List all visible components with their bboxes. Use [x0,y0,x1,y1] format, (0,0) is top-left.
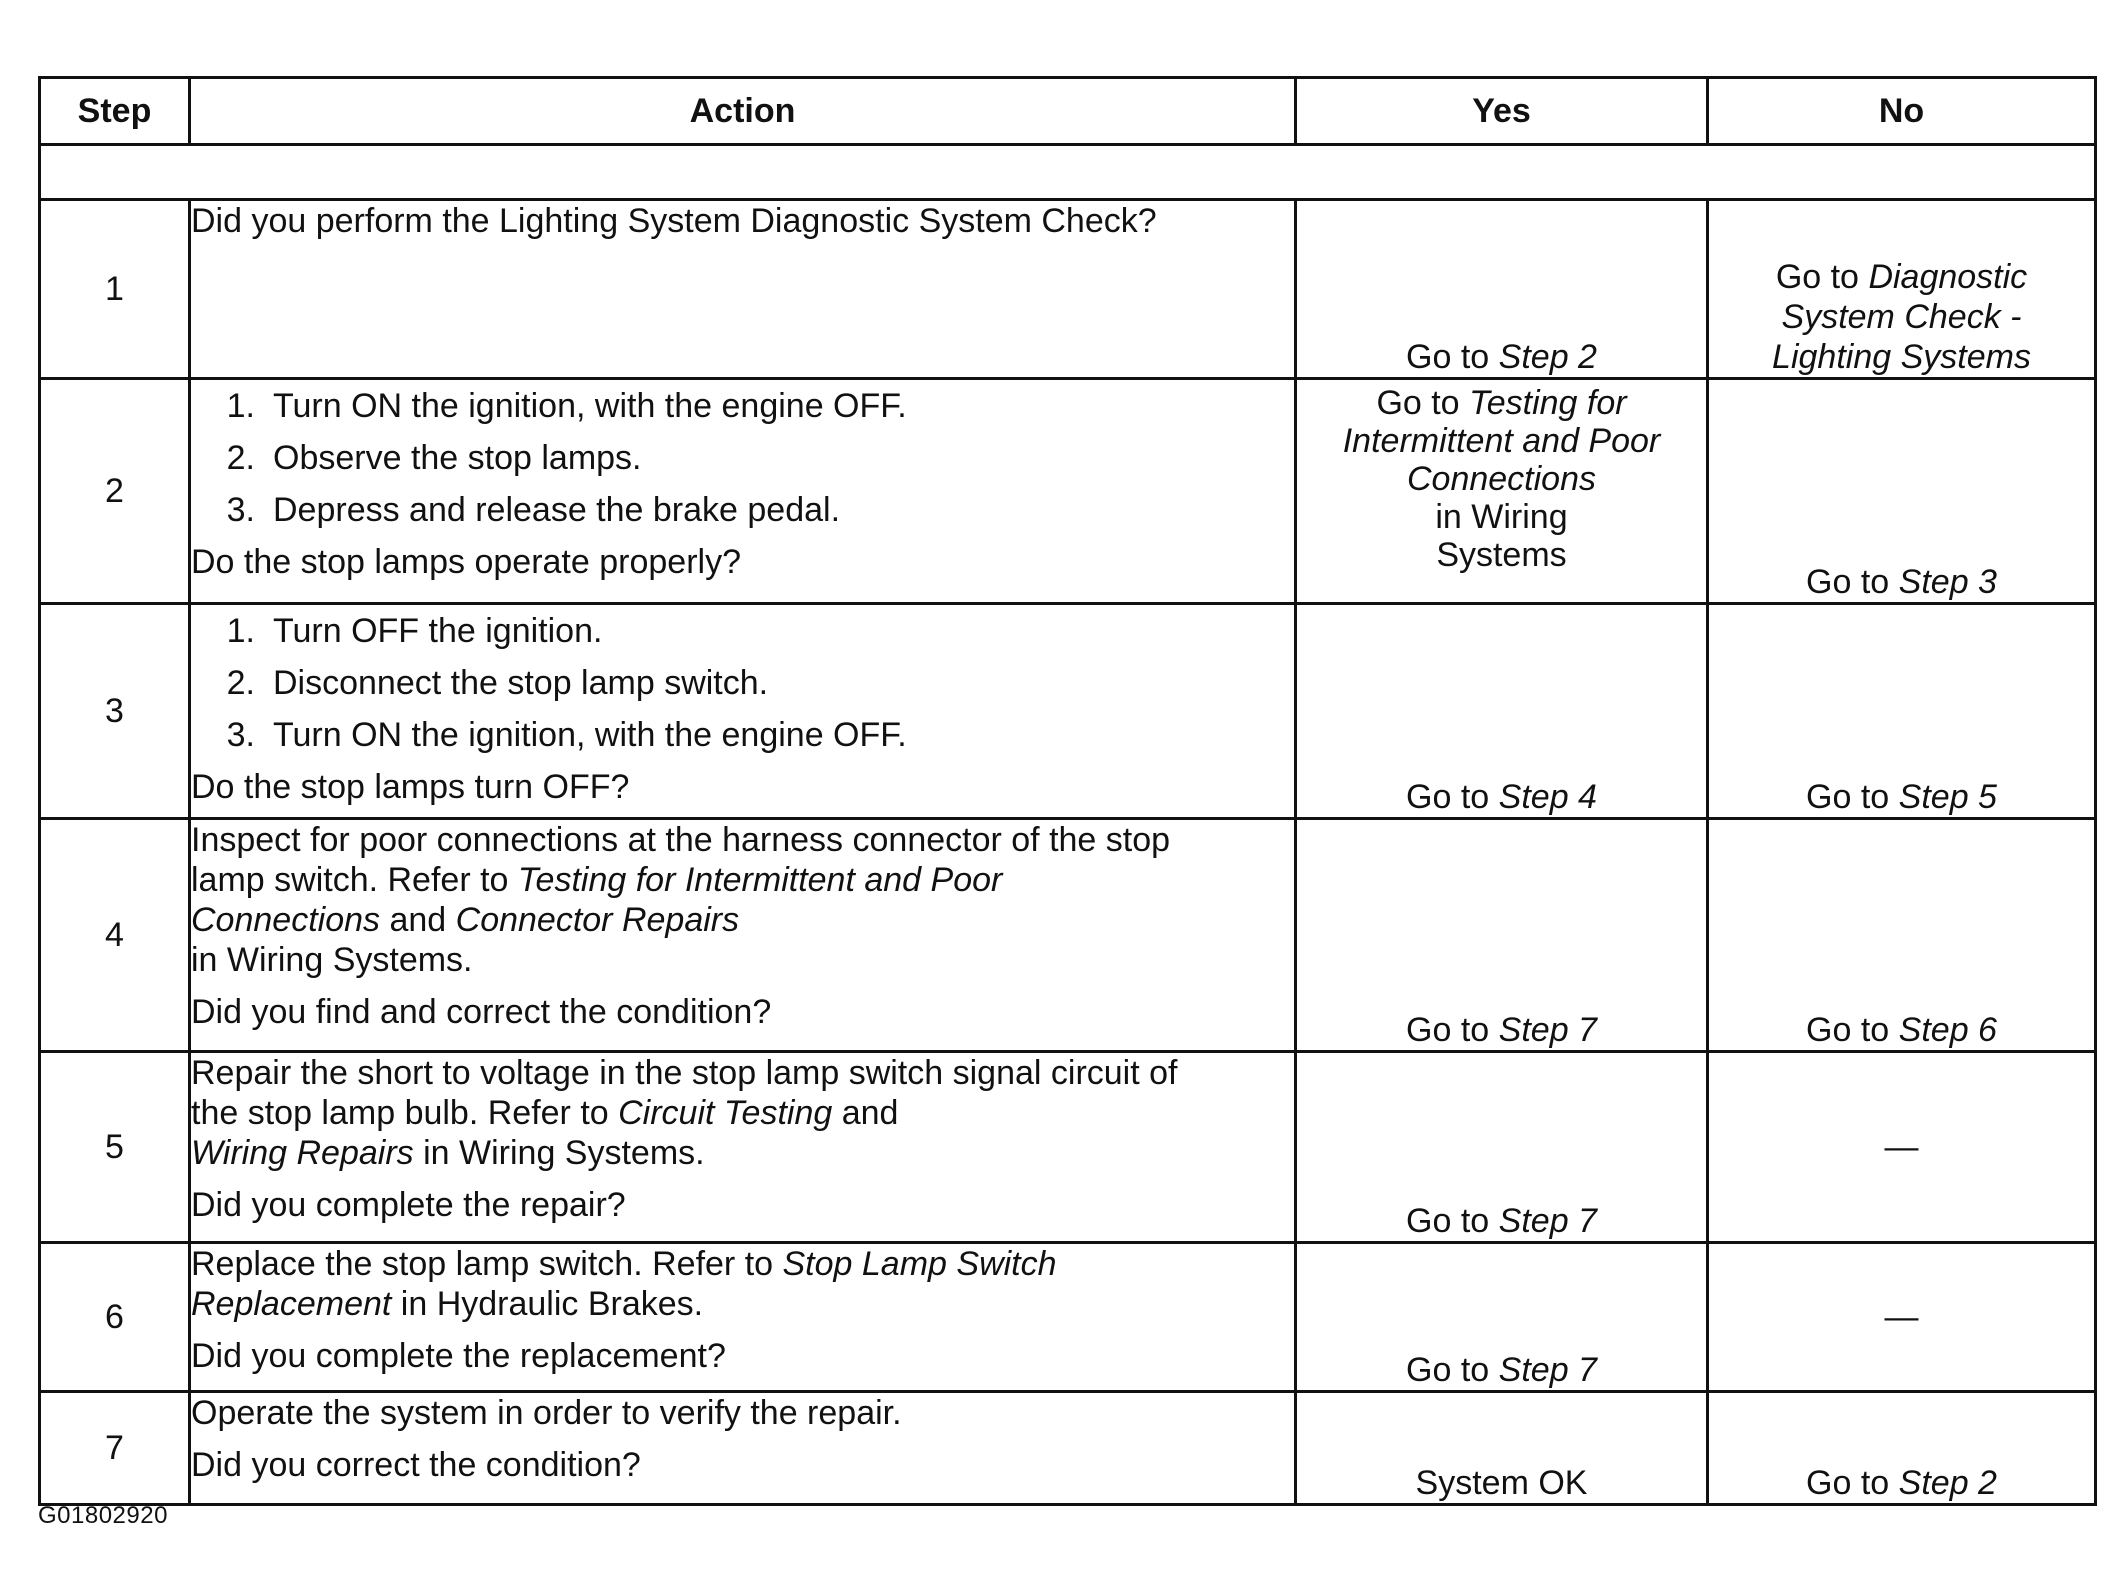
action-cell [190,1243,1296,1392]
action-cell [190,819,1296,1052]
yes-step-link[interactable]: Step 7 [1498,1202,1597,1240]
step-number: 4 [40,819,190,1052]
list-item: 3. Depress and release the brake pedal. [226,491,841,529]
yes-cell [1296,1243,1708,1392]
list-item: 1. Turn OFF the ignition. [226,612,603,650]
list-item: 2. Disconnect the stop lamp switch. [226,664,769,702]
action-text: in Wiring Systems. [191,941,473,979]
list-item-text: Turn OFF the ignition. [273,612,603,650]
action-cell [190,604,1296,819]
action-cell [190,379,1296,604]
yes-cell [1296,604,1708,819]
go-to-text: Go to [1806,1011,1890,1049]
action-text: Repair the short to voltage in the stop lamp switch signal circuit of [191,1054,1178,1092]
spacer-cell [40,145,2096,200]
action-text: and [832,1094,899,1132]
no-cell [1708,604,2096,819]
go-to-text: Go to [1406,1202,1490,1240]
no-cell [1708,1392,2096,1505]
no-ref-link[interactable]: System Check - [1781,298,2022,336]
action-text: in Wiring Systems. [413,1134,705,1172]
yes-step-link[interactable]: Step 7 [1498,1351,1597,1389]
reference-link[interactable]: Wiring Repairs [191,1134,414,1172]
no-cell [1708,1243,2096,1392]
go-to-text: Go to [1406,778,1490,816]
reference-link[interactable]: Circuit Testing [618,1094,833,1132]
list-item-text: Observe the stop lamps. [273,439,642,477]
action-question: Did you find and correct the condition? [191,993,772,1031]
spacer-row [40,145,2096,200]
no-ref-link[interactable]: Diagnostic [1868,258,2028,296]
step-number: 3 [40,604,190,819]
reference-link[interactable]: Stop Lamp Switch [782,1245,1057,1283]
list-item-text: Disconnect the stop lamp switch. [273,664,769,702]
table-header-row [40,78,2096,145]
step-number: 1 [40,200,190,379]
header-action: Action [190,78,1296,145]
yes-step-link[interactable]: Step 4 [1498,778,1597,816]
table-row [40,604,2096,819]
go-to-text: Go to [1376,384,1460,422]
yes-cell [1296,1392,1708,1505]
action-cell [190,1052,1296,1243]
go-to-text: Go to [1806,1464,1890,1502]
action-text: in Hydraulic Brakes. [391,1285,704,1323]
no-dash: — [1884,1128,1919,1166]
step-number: 6 [40,1243,190,1392]
list-item-text: Turn ON the ignition, with the engine OFF. [273,716,907,754]
reference-link[interactable]: Testing for Intermittent and Poor [517,861,1003,899]
yes-cell [1296,1052,1708,1243]
action-text: the stop lamp bulb. Refer to [191,1094,619,1132]
no-ref-link[interactable]: Lighting Systems [1772,338,2031,376]
header-step: Step [40,78,190,145]
action-text: Replace the stop lamp switch. Refer to [191,1245,783,1283]
yes-step-link[interactable]: Step 7 [1498,1011,1597,1049]
action-question: Did you correct the condition? [191,1446,641,1484]
header-no: No [1708,78,2096,145]
list-item-text: Turn ON the ignition, with the engine OFF. [273,387,907,425]
step-number: 5 [40,1052,190,1243]
yes-cell [1296,819,1708,1052]
action-cell [190,200,1296,379]
go-to-text: Go to [1806,778,1890,816]
action-question: Do the stop lamps operate properly? [191,543,741,581]
table-row [40,1392,2096,1505]
action-steps-list [191,386,1294,530]
no-dash: — [1884,1298,1919,1336]
go-to-text: Go to [1406,1011,1490,1049]
reference-link[interactable]: Connections [191,901,381,939]
yes-ref-link[interactable]: Testing for [1469,384,1627,422]
action-text: Inspect for poor connections at the harness connector of the stop [191,821,1171,859]
yes-ref-suffix: in Wiring [1435,498,1568,536]
figure-id: G01802920 [38,1502,168,1529]
action-question: Did you complete the repair? [191,1186,626,1224]
yes-ref-link[interactable]: Connections [1406,460,1596,498]
table-row [40,379,2096,604]
yes-ref-link[interactable]: Intermittent and Poor [1342,422,1661,460]
table-row [40,1052,2096,1243]
action-text: and [380,901,456,939]
no-cell [1708,200,2096,379]
header-yes: Yes [1296,78,1708,145]
no-cell [1708,379,2096,604]
go-to-text: Go to [1806,563,1890,601]
reference-link[interactable]: Replacement [191,1285,392,1323]
yes-step-link[interactable]: Step 2 [1498,338,1597,376]
action-question: Did you perform the Lighting System Diagnostic System Check? [191,202,1157,240]
diagnostic-table [38,76,2097,1506]
no-step-link[interactable]: Step 6 [1898,1011,1997,1049]
step-number: 7 [40,1392,190,1505]
go-to-text: Go to [1775,258,1859,296]
table-row [40,1243,2096,1392]
action-text: Operate the system in order to verify the repair. [191,1394,902,1432]
reference-link[interactable]: Connector Repairs [455,901,740,939]
yes-result-text: System OK [1415,1464,1588,1502]
action-steps-list [191,611,1294,755]
go-to-text: Go to [1406,1351,1490,1389]
table-row [40,200,2096,379]
no-cell [1708,1052,2096,1243]
list-item: 2. Observe the stop lamps. [226,439,642,477]
action-text: lamp switch. Refer to [191,861,518,899]
action-question: Did you complete the replacement? [191,1337,726,1375]
go-to-text: Go to [1406,338,1490,376]
list-item: 3. Turn ON the ignition, with the engine OFF. [226,716,907,754]
no-step-link[interactable]: Step 5 [1898,778,1997,816]
list-item: 1. Turn ON the ignition, with the engine OFF. [226,387,907,425]
action-cell [190,1392,1296,1505]
yes-ref-suffix: Systems [1436,536,1567,574]
no-cell [1708,819,2096,1052]
action-question: Do the stop lamps turn OFF? [191,768,630,806]
yes-cell [1296,200,1708,379]
yes-cell [1296,379,1708,604]
table-row [40,819,2096,1052]
list-item-text: Depress and release the brake pedal. [273,491,841,529]
step-number: 2 [40,379,190,604]
no-step-link[interactable]: Step 3 [1898,563,1997,601]
no-step-link[interactable]: Step 2 [1898,1464,1997,1502]
